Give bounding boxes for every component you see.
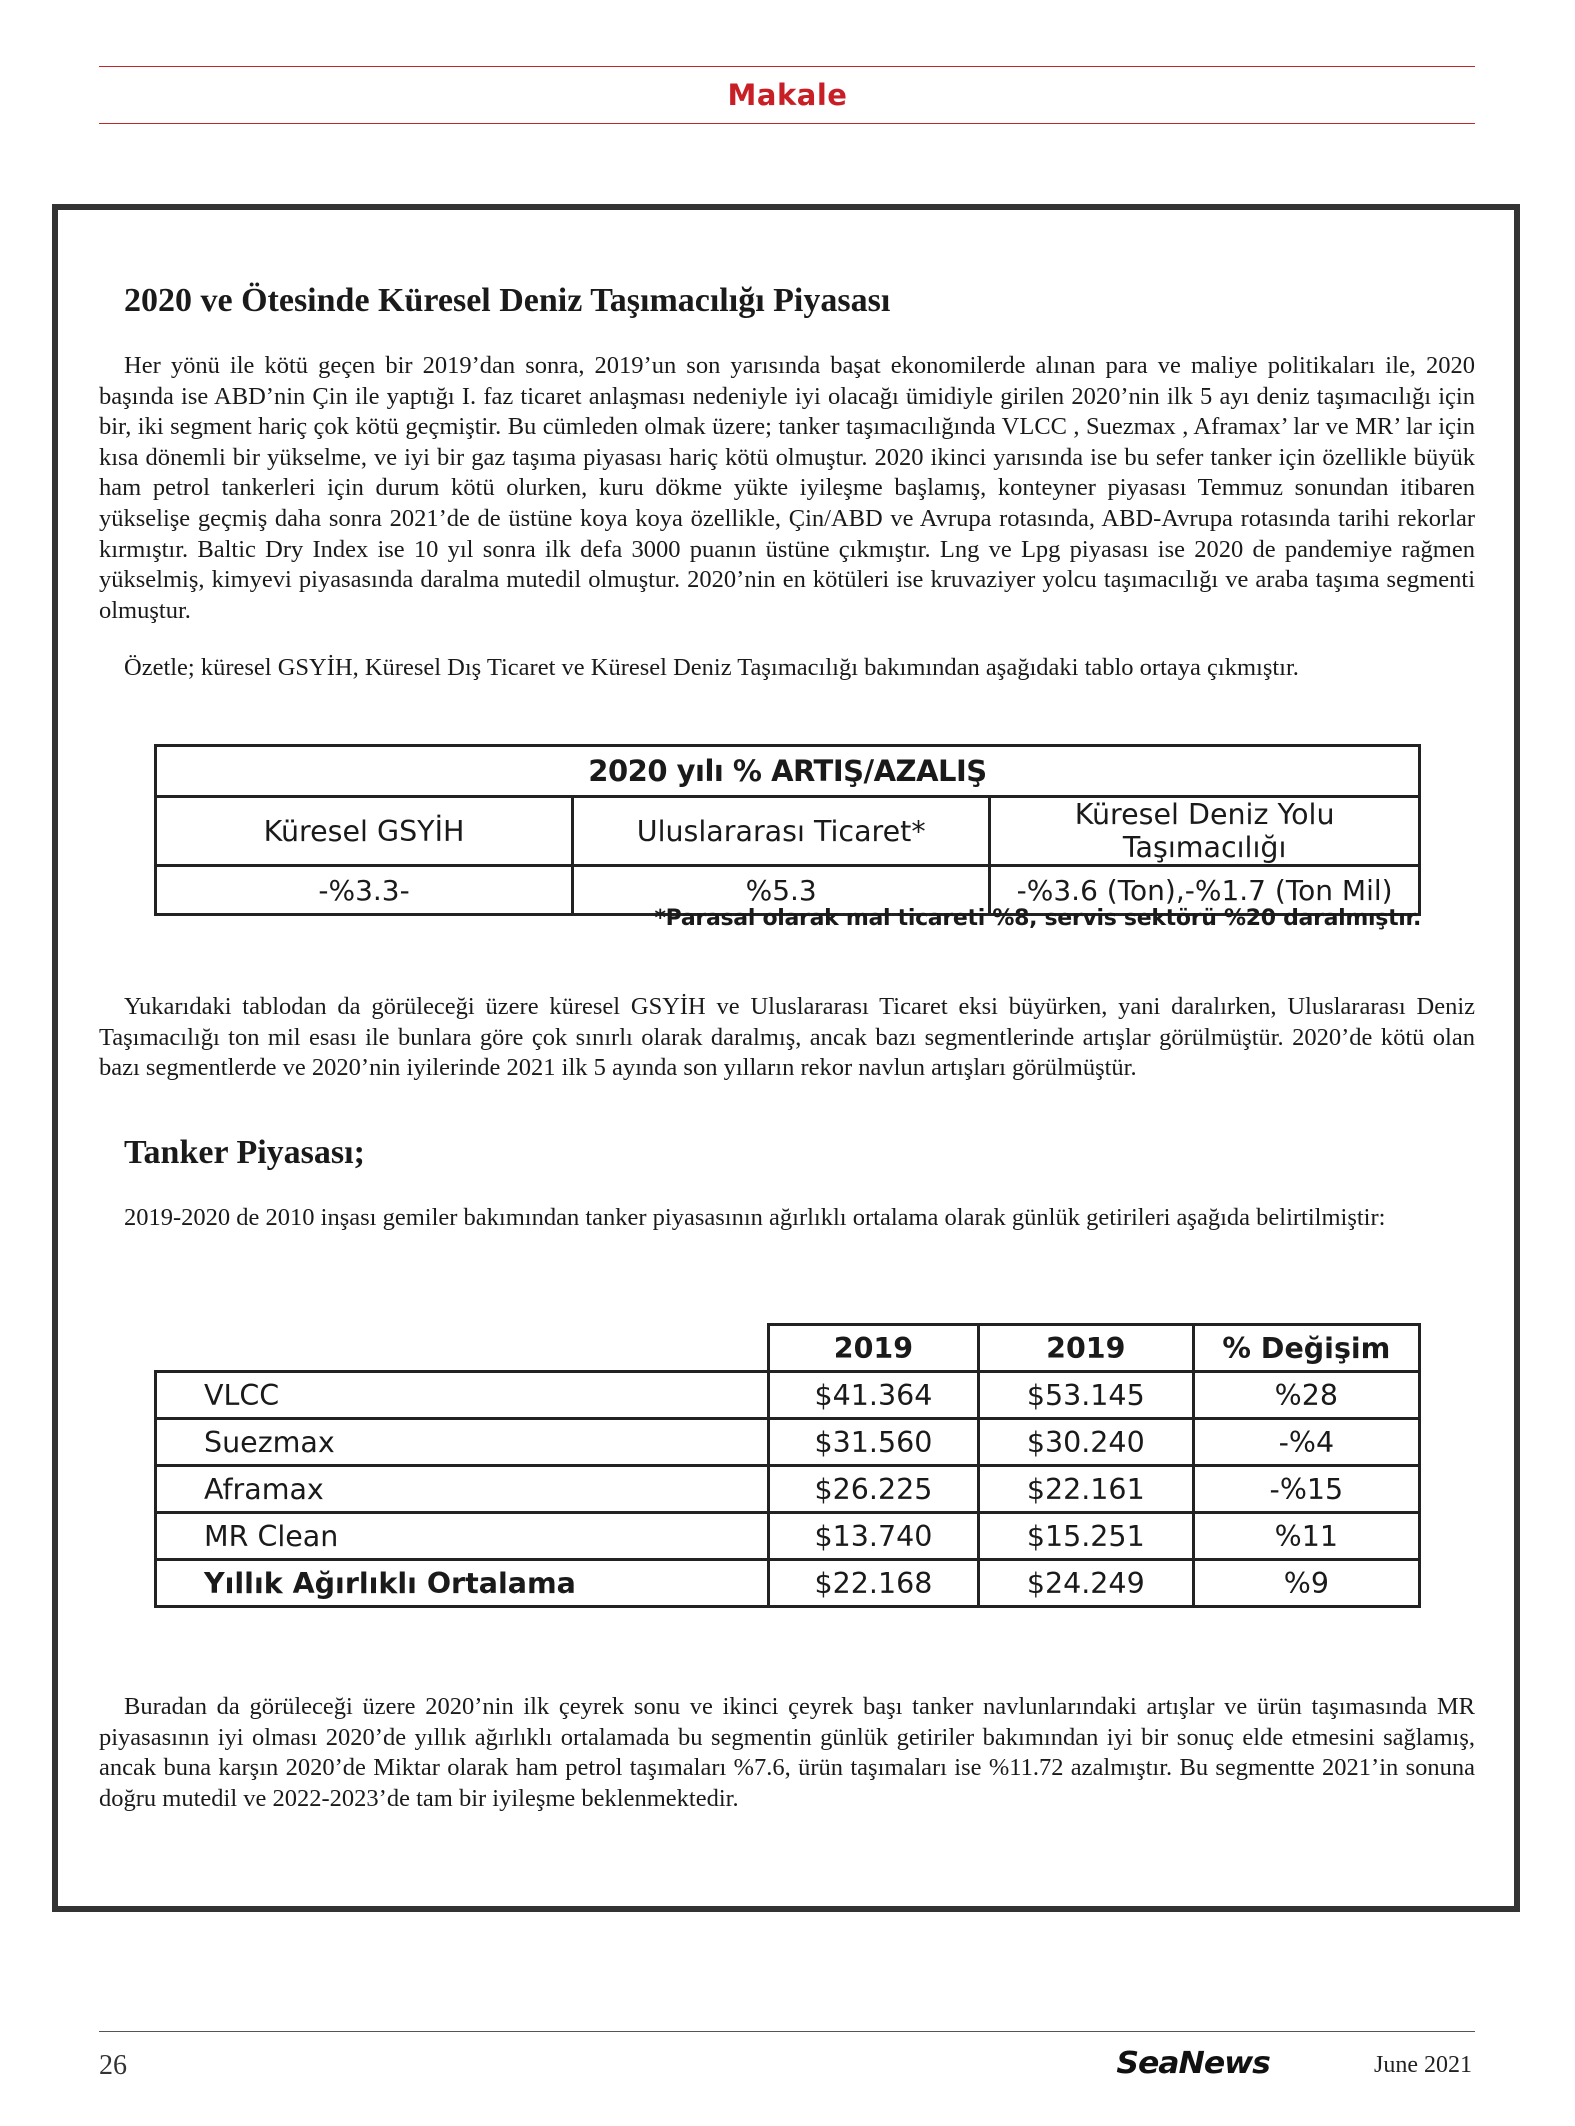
row-value-b: $22.161 [978, 1466, 1193, 1513]
table-row [156, 1513, 1420, 1560]
row-value-a: $41.364 [769, 1372, 979, 1419]
growth-value-shipping: -%3.6 (Ton),-%1.7 (Ton Mil) [990, 866, 1420, 915]
row-change: -%15 [1193, 1466, 1419, 1513]
section-label: Makale [727, 78, 848, 112]
tanker-header-year-a: 2019 [769, 1325, 979, 1372]
footer-rule [99, 2031, 1475, 2032]
growth-header-gdp: Küresel GSYİH [156, 797, 573, 866]
brand-logo: SeaNews [1116, 2046, 1270, 2081]
row-value-a: $31.560 [769, 1419, 979, 1466]
growth-value-gdp: -%3.3- [156, 866, 573, 915]
tanker-header-year-b: 2019 [978, 1325, 1193, 1372]
table-corner-blank [156, 1325, 769, 1372]
row-label: MR Clean [156, 1513, 769, 1560]
article-title: 2020 ve Ötesinde Küresel Deniz Taşımacılığı Piyasası [124, 282, 891, 319]
tanker-paragraph-2: Buradan da görüleceği üzere 2020’nin ilk çeyrek sonu ve ikinci çeyrek başı tanker navlunlarındaki artışlar ve ürün taşımasında MR piyasasının iyi olması 2020’de yıllık ağırlıklı ortalamada bu segmentin günlük getiriler bakımından iyi bir sonuç elde etmesini sağlamış, ancak buna karşın 2020’de Miktar olarak ham petrol taşımaları %7.6, ürün taşımaları ise %11.72 azalmıştır. Bu segmentte 2021’in sonuna doğru mutedil ve 2022-2023’de tam bir iyileşme beklenmektedir. [99, 1693, 1475, 1812]
header-bottom-rule [99, 123, 1475, 124]
article-paragraph-3: Yukarıdaki tablodan da görüleceği üzere küresel GSYİH ve Uluslararası Ticaret eksi büyürken, yani daralırken, Uluslararası Deniz Taşımacılığı ton mil esası ile bunlara göre çok sınırlı olarak daralmış, ancak bazı segmentlerinde artışlar görülmüştür. 2020’de kötü olan bazı segmentlerde ve 2020’nin iyilerinde 2021 ilk 5 ayında son yılların rekor navlun artışları görülmüştür. [99, 993, 1475, 1082]
article-paragraph-1: Her yönü ile kötü geçen bir 2019’dan sonra, 2019’un son yarısında başat ekonomilerde alınan para ve maliye politikaları ile, 2020 başında ise ABD’nin Çin ile yaptığı I. faz ticaret anlaşması nedeniyle iyi olacağı ümidiyle girilen 2020’nin ilk 5 ayı deniz taşımacılığı için bir, iki segment hariç çok kötü geçmiştir. Bu cümleden olmak üzere; tanker taşımacılığında VLCC , Suezmax , Aframax’ lar ve MR’ lar için kısa dönemli bir yükselme, ve iyi bir gaz taşıma piyasası hariç kötü olmuştur. 2020 ikinci yarısında ise bu sefer tanker için özellikle büyük ham petrol tankerleri için durum kötü olurken, kuru dökme yükte iyileşme başlamış, konteyner piyasası Temmuz sonundan itibaren yükselişe geçmiş daha sonra 2021’de de üstüne koya koya özellikle, Çin/ABD ve Avrupa rotasında, ABD-Avrupa rotasında tarihi rekorlar kırmıştır. Baltic Dry Index ise 10 yıl sonra ilk defa 3000 puanın üstüne çıkmıştır. Lng ve Lpg piyasası ise 2020 de pandemiye rağmen yükselmiş, kimyevi piyasasında daralma mutedil olmuştur. 2020’nin en kötüleri ise kruvaziyer yolcu taşımacılığı ve araba taşıma segmenti olmuştur. [99, 352, 1475, 624]
row-change: -%4 [1193, 1419, 1419, 1466]
row-value-a: $26.225 [769, 1466, 979, 1513]
growth-value-trade: %5.3 [573, 866, 990, 915]
article-paragraph-2: Özetle; küresel GSYİH, Küresel Dış Ticaret ve Küresel Deniz Taşımacılığı bakımından aşağıdaki tablo ortaya çıkmıştır. [124, 654, 1299, 681]
tanker-section-title: Tanker Piyasası; [124, 1134, 365, 1171]
header-top-rule [99, 66, 1475, 67]
growth-table-footnote: *Parasal olarak mal ticareti %8, servis sektörü %20 daralmıştır. [654, 906, 1421, 931]
row-value-b: $24.249 [978, 1560, 1193, 1607]
growth-header-shipping: Küresel Deniz Yolu Taşımacılığı [990, 797, 1420, 866]
row-value-a: $22.168 [769, 1560, 979, 1607]
row-value-a: $13.740 [769, 1513, 979, 1560]
table-row [156, 1560, 1420, 1607]
row-change: %28 [1193, 1372, 1419, 1419]
table-row [156, 1466, 1420, 1513]
issue-date: June 2021 [1374, 2052, 1472, 2078]
tanker-earnings-table [154, 1323, 1421, 1608]
row-label: Yıllık Ağırlıklı Ortalama [156, 1560, 769, 1607]
row-label: Aframax [156, 1466, 769, 1513]
growth-header-trade: Uluslararası Ticaret* [573, 797, 990, 866]
page-number: 26 [99, 2050, 127, 2081]
row-label: Suezmax [156, 1419, 769, 1466]
growth-table-title: 2020 yılı % ARTIŞ/AZALIŞ [156, 746, 1420, 797]
row-change: %11 [1193, 1513, 1419, 1560]
row-value-b: $30.240 [978, 1419, 1193, 1466]
table-row [156, 1372, 1420, 1419]
row-value-b: $53.145 [978, 1372, 1193, 1419]
table-row [156, 1419, 1420, 1466]
tanker-header-change: % Değişim [1193, 1325, 1419, 1372]
row-change: %9 [1193, 1560, 1419, 1607]
row-value-b: $15.251 [978, 1513, 1193, 1560]
row-label: VLCC [156, 1372, 769, 1419]
growth-table [154, 744, 1421, 916]
tanker-paragraph-1: 2019-2020 de 2010 inşası gemiler bakımından tanker piyasasının ağırlıklı ortalama olarak günlük getirileri aşağıda belirtilmiştir: [124, 1204, 1386, 1231]
